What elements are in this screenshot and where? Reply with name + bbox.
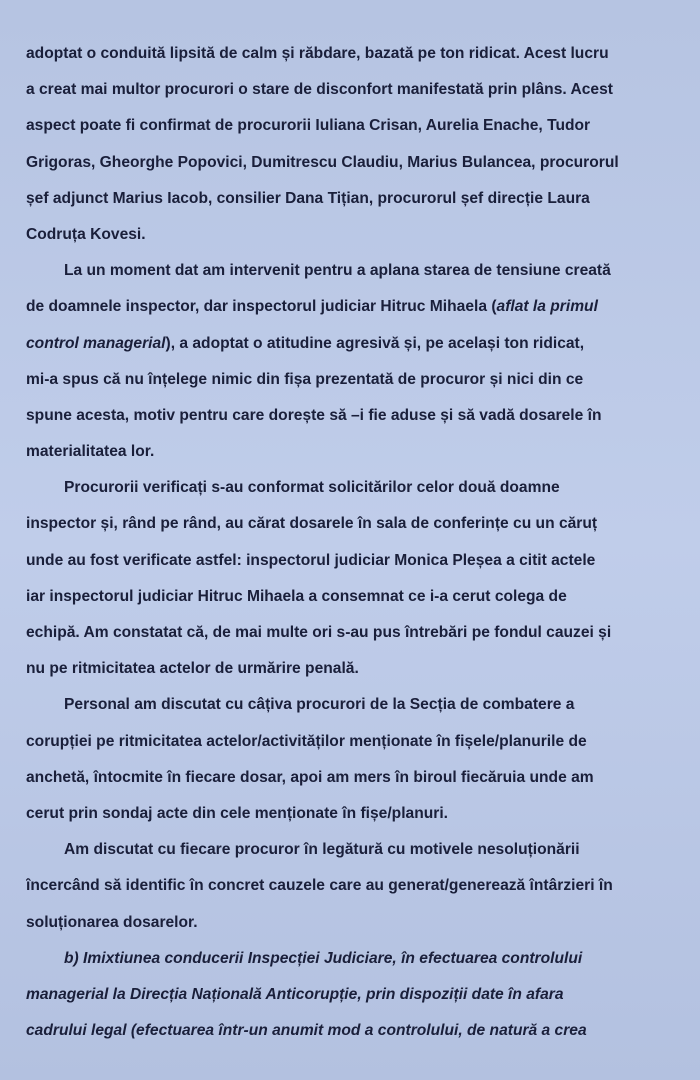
text-line: adoptat o conduită lipsită de calm și răbdare, bazată pe ton ridicat. Acest lucru xyxy=(26,45,609,62)
text-line: a creat mai multor procurori o stare de disconfort manifestată prin plâns. Acest xyxy=(26,81,613,99)
heading-line: b) Imixtiunea conducerii Inspecției Judiciare, în efectuarea controlului xyxy=(64,949,583,967)
text-line xyxy=(26,289,686,325)
text-line: Am discutat cu fiecare procuror în legătură cu motivele nesoluționării xyxy=(64,841,580,859)
text-segment: ), a adoptat o atitudine agresivă și, pe același ton ridicat, xyxy=(165,334,585,352)
italic-segment: control managerial xyxy=(26,334,166,352)
text-line: inspector și, rând pe rând, au cărat dosarele în sala de conferințe cu un căruț xyxy=(26,515,598,533)
paragraph-4 xyxy=(26,687,686,832)
text-line: mi-a spus că nu înțelege nimic din fișa prezentată de procuror și nici din ce xyxy=(26,370,584,388)
text-line: cerut prin sondaj acte din cele menționate în fișe/planuri. xyxy=(26,804,448,822)
paragraph-1 xyxy=(26,36,686,253)
text-line: Procurorii verificați s-au conformat solicitărilor celor două doamne xyxy=(64,479,560,497)
section-heading-b xyxy=(26,941,686,1050)
text-line: aspect poate fi confirmat de procurorii Iuliana Crisan, Aurelia Enache, Tudor xyxy=(26,117,591,135)
text-line xyxy=(26,1013,686,1049)
paragraph-5 xyxy=(26,832,686,941)
text-line: spune acesta, motiv pentru care dorește să –i fie aduse și să vadă dosarele în xyxy=(26,406,602,424)
text-line: anchetă, întocmite în fiecare dosar, apoi am mers în biroul fiecăruia unde am xyxy=(26,768,594,786)
text-line: unde au fost verificate astfel: inspectorul judiciar Monica Pleșea a citit actele xyxy=(26,551,596,569)
text-line: șef adjunct Marius Iacob, consilier Dana Tițian, procurorul șef direcție Laura xyxy=(26,189,590,207)
heading-line: managerial la Direcția Națională Anticorupție, prin dispoziții date în afara xyxy=(26,985,564,1003)
heading-segment: cadrului legal xyxy=(26,1022,127,1040)
text-line: nu pe ritmicitatea actelor de urmărire penală. xyxy=(26,660,359,678)
text-line: Personal am discutat cu câțiva procurori de la Secția de combatere a xyxy=(64,696,575,714)
paragraph-3 xyxy=(26,470,686,687)
text-segment: de doamnele inspector, dar inspectorul judiciar Hitruc Mihaela ( xyxy=(26,298,497,316)
text-line: materialitatea lor. xyxy=(26,443,155,461)
text-line: echipă. Am constatat că, de mai multe ori s-au pus întrebări pe fondul cauzei și xyxy=(26,624,612,641)
text-line: La un moment dat am intervenit pentru a aplana starea de tensiune creată xyxy=(64,262,611,280)
paragraph-2 xyxy=(26,253,686,470)
text-line: Codruța Kovesi. xyxy=(26,225,146,243)
text-line: încercând să identific în concret cauzele care au generat/generează întârzieri în xyxy=(26,877,613,895)
text-line: iar inspectorul judiciar Hitruc Mihaela a consemnat ce i-a cerut colega de xyxy=(26,587,567,605)
italic-segment: (efectuarea într-un anumit mod a controlului, de natură a crea xyxy=(126,1022,587,1040)
text-line xyxy=(26,326,686,362)
text-line: soluționarea dosarelor. xyxy=(26,913,198,931)
italic-segment: aflat la primul xyxy=(496,298,598,316)
text-line: corupției pe ritmicitatea actelor/activităților menționate în fișele/planurile de xyxy=(26,732,587,750)
text-line: Grigoras, Gheorghe Popovici, Dumitrescu Claudiu, Marius Bulancea, procurorul xyxy=(26,153,619,171)
